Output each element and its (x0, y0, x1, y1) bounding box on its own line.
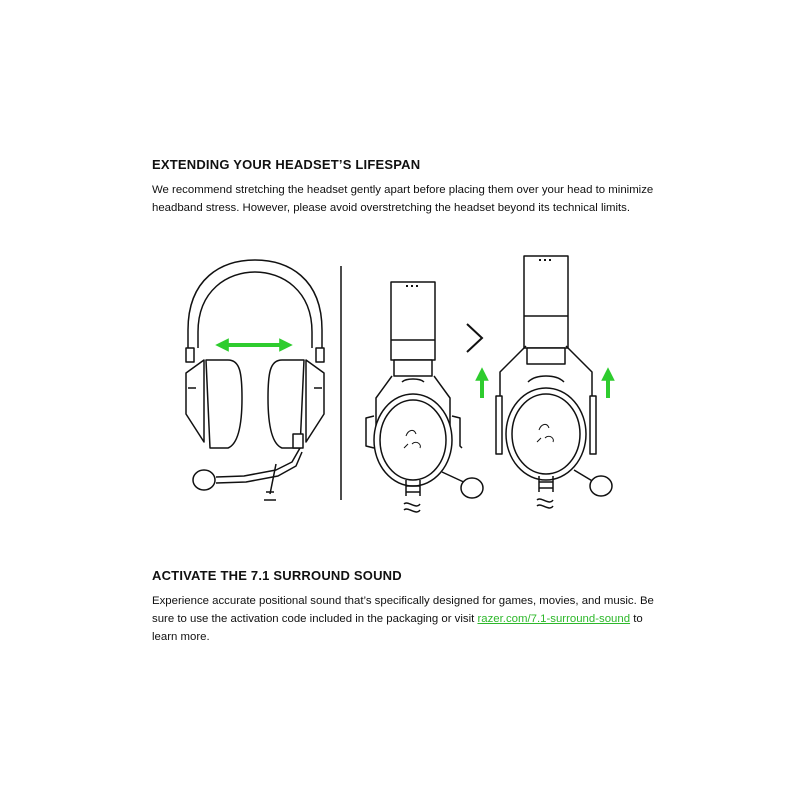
surround-sound-link[interactable]: razer.com/7.1-surround-sound (477, 613, 631, 625)
next-step-chevron-icon (467, 324, 482, 352)
headset-side-view-collapsed (366, 282, 483, 512)
surround-heading: ACTIVATE THE 7.1 SURROUND SOUND (152, 568, 402, 583)
lifespan-paragraph: We recommend stretching the headset gently apart before placing them over your head to minimize headband stress. However, please avoid overstretching the headset beyond its technical limits. (152, 184, 654, 214)
surround-paragraph (152, 592, 662, 646)
headset-side-view-extended (496, 256, 612, 508)
surround-text-before-link: Experience accurate positional sound that’s specifically designed for games, movies, and music. Be sure to use the activation code included in the packaging or visit (152, 595, 654, 625)
lifespan-heading: EXTENDING YOUR HEADSET’S LIFESPAN (152, 157, 421, 172)
headset-illustration (180, 248, 630, 528)
surround-text-after-link: to learn more. (152, 613, 643, 643)
headset-front-view (186, 260, 324, 500)
